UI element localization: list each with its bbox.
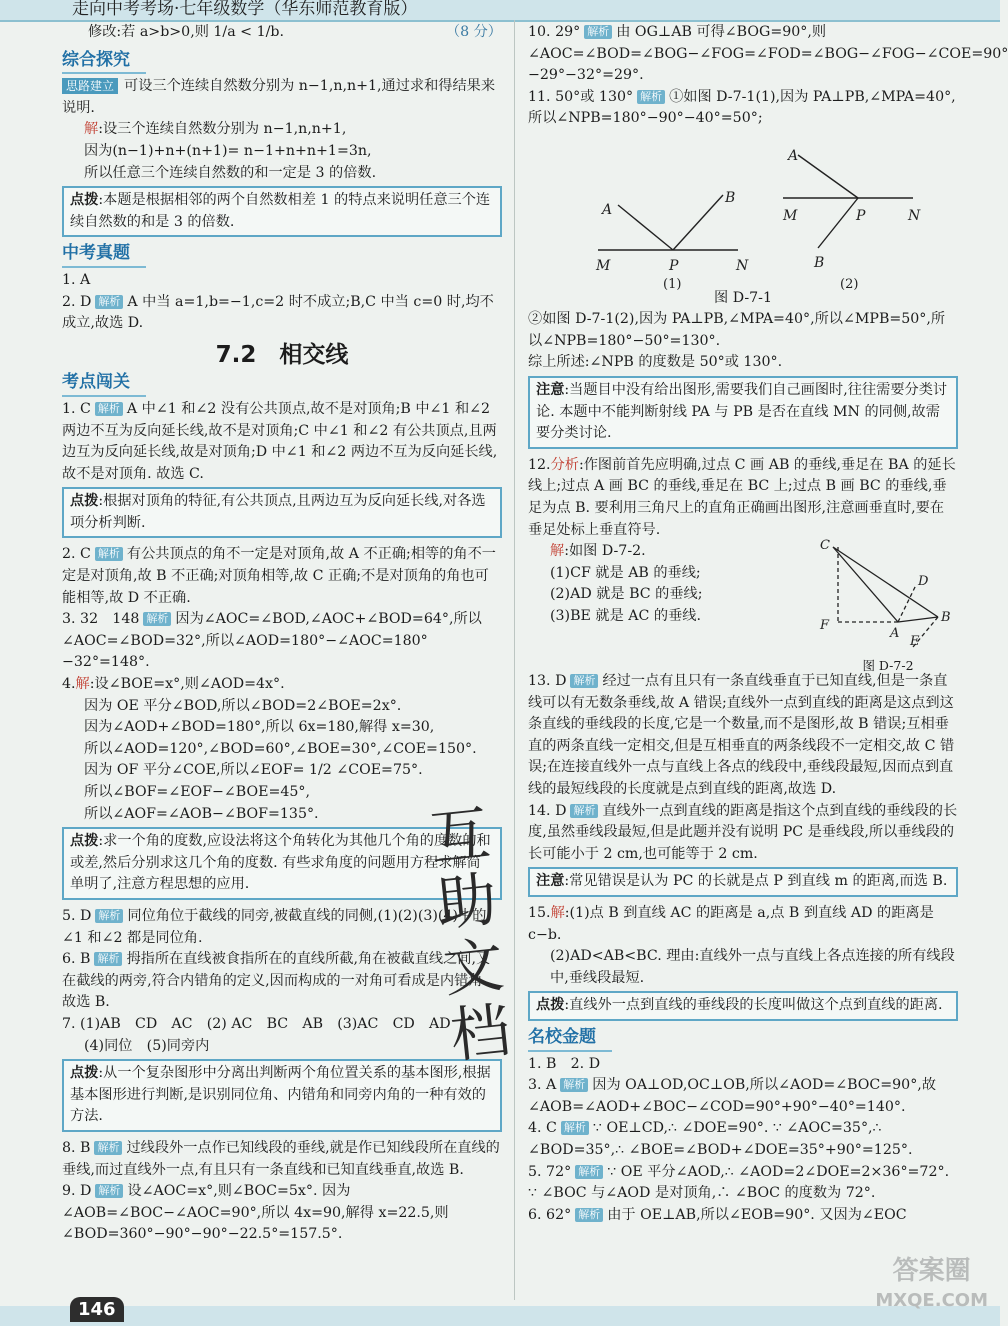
idea-tag: 思路建立 (62, 78, 118, 94)
answer-line: 1. B 2. D (528, 1055, 601, 1072)
note-box: 注意:常见错误是认为 PC 的长就是点 P 到直线 m 的距离,而选 B. (528, 867, 958, 897)
handwritten-annotation: 互 助 文 档 (426, 798, 515, 1072)
note-box: 注意:当题目中没有给出图形,需要我们自己画图时,往往需要分类讨论. 本题中不能判断射线 PA 与 PB 是否在直线 MN 的同侧,故需要分类讨论. (528, 376, 958, 449)
svg-text:C: C (820, 538, 830, 554)
svg-text:B: B (725, 189, 736, 206)
svg-text:P: P (856, 207, 866, 224)
answer-line: 10. 29° 解析 由 OG⊥AB 可得∠BOG=90°,则∠AOC=∠BOD=∠BOG−∠FOG=∠FOD=∠BOG−∠FOG−∠COE=90°−29°−32°=29°. (528, 24, 1008, 84)
svg-text:F: F (820, 618, 830, 634)
score: （8 分） (445, 24, 502, 40)
tip-box: 点拨:本题是根据相邻的两个自然数相差 1 的特点来说明任意三个连续自然数的和是 3 的倍数. (62, 186, 502, 237)
tip-box: 点拨:从一个复杂图形中分离出判断两个角位置关系的基本图形,根据基本图形进行判断,是识别同位角、内错角和同旁内角的一种有效的方法. (62, 1059, 502, 1132)
answer-line: 13. D 解析 经过一点有且只有一条直线垂直于已知直线,但是一条直线可以有无数条垂线,故 A 错误;直线外一点到直线的距离是这点到这条直线的垂线段的长度,它是一个数量,而不是图形,故 B 错误;互相垂直的两条直线一定相交,但是互相垂直的两条线段不一定相交,故 C 错误;在连接直线外一点与直线上各点的线段中,垂线段最短,因而点到直线的最短线段的长度就是点到直线的距离,故选 D. (528, 673, 955, 798)
fix-line: 修改:若 a>b>0,则 1/a < 1/b. （8 分） (62, 22, 502, 44)
column-divider (514, 20, 515, 1300)
chapter-title: 7.2 相交线 (215, 341, 349, 368)
figure-d-7-2 (818, 537, 958, 676)
solution-line: 因为(n−1)+n+(n+1)= n−1+n+n+1=3n, (84, 142, 372, 159)
q12-block (528, 538, 958, 673)
answer-line: 11. 50°或 130° 解析 ①如图 D-7-1(1),因为 PA⊥PB,∠MPA=40°,所以∠NPB=180°−90°−40°=50°; (528, 88, 956, 127)
answer-line: 3. A 解析 因为 OA⊥OD,OC⊥OB,所以∠AOD=∠BOC=90°,故∠AOB=∠AOD+∠BOC−∠COD=90°+90°−40°=140°. (528, 1077, 937, 1115)
svg-text:A: A (602, 201, 613, 218)
svg-text:M: M (783, 207, 798, 224)
answer-line: 12.分析:作图前首先应明确,过点 C 画 AB 的垂线,垂足在 BA 的延长线上;过点 A 画 BC 的垂线,垂足在 BC 上;过点 B 画 BC 的垂线,垂足为点 B. 要利用三角尺上的直角正确画出图形,注意画垂直时,要在垂足处标上垂直符号. (528, 456, 956, 538)
svg-text:A: A (788, 147, 799, 164)
left-column (62, 22, 502, 1246)
solution-line: 因为∠AOD+∠BOD=180°,所以 6x=180,解得 x=30, (84, 719, 435, 736)
page-footer (0, 1306, 1000, 1326)
svg-text:A: A (890, 626, 900, 642)
answer-line: 1. C 解析 A 中∠1 和∠2 没有公共顶点,故不是对顶角;B 中∠1 和∠2 两边不互为反向延长线,故不是对顶角;C 中∠1 和∠2 有公共顶点,且两边互为反向延长线,故是对顶角;D 中∠1 和∠2 两边不互为反向延长线,故不是对顶角. 故选 C. (62, 400, 498, 482)
answer-line: 4.解:设∠BOE=x°,则∠AOD=4x°. (62, 676, 285, 693)
answer-line: 7. (1)AB CD AC (2) AC BC AB (3)AC CD AD (62, 1015, 451, 1032)
section-title: 名校金题 (528, 1027, 958, 1052)
page-number: 146 (70, 1297, 124, 1322)
solution-line: 所以∠BOF=∠EOF−∠BOE=45°, (84, 784, 311, 800)
solution-line: 因为 OE 平分∠BOD,所以∠BOD=2∠BOE=2x°. (84, 697, 402, 714)
idea-para: 思路建立 可设三个连续自然数分别为 n−1,n,n+1,通过求和得结果来说明. (62, 78, 496, 116)
answer-line: 1. A (62, 271, 91, 288)
answer-line: 15.解:(1)点 B 到直线 AC 的距离是 a,点 B 到直线 AD 的距离是 c−b. (528, 905, 934, 943)
solution-line: ②如图 D-7-1(2),因为 PA⊥PB,∠MPA=40°,所以∠MPB=50°,所以∠NPB=180°−50°=130°. (528, 311, 946, 349)
solution-line: 综上所述:∠NPB 的度数是 50°或 130°. (528, 354, 783, 371)
svg-text:D: D (918, 574, 929, 590)
solution-line: 所以∠AOF=∠AOB−∠BOF=135°. (84, 805, 319, 822)
figure-caption: 图 D-7-2 (862, 657, 914, 673)
q12-text: 解:如图 D-7-2. (1)CF 就是 AB 的垂线; (2)AD 就是 BC 的垂线; (3)BE 就是 AC 的垂线. (550, 543, 703, 624)
answer-line: 4. C 解析 ∵ OE⊥CD,∴ ∠DOE=90°. ∵ ∠AOC=35°,∴ ∠BOD=35°,∴ ∠BOE=∠BOD+∠DOE=35°+90°=125°. (528, 1120, 913, 1158)
figure-label: (1) (663, 276, 682, 292)
answer-line: 2. D 解析 A 中当 a=1,b=−1,c=2 时不成立;B,C 中当 c=0 时,均不成立,故选 D. (62, 293, 494, 332)
page-header (0, 0, 1000, 22)
watermark: 答案圈 MXQE.COM (875, 1256, 988, 1311)
svg-text:N: N (736, 257, 749, 274)
tip-box: 点拨:直线外一点到直线的垂线段的长度叫做这个点到直线的距离. (528, 991, 958, 1021)
header-title: 走向中考考场·七年级数学（华东师范教育版） (72, 0, 418, 19)
section-title: 中考真题 (62, 243, 502, 268)
tip-box: 点拨:根据对顶角的特征,有公共顶点,且两边互为反向延长线,对各选项分析判断. (62, 487, 502, 538)
tip-box: 点拨:求一个角的度数,应设法将这个角转化为其他几个角的度数的和或差,然后分别求这几个角的度数. 有些求角度的问题用方程求解简单明了,注意方程思想的应用. (62, 827, 502, 900)
solution-line: 解:设三个连续自然数分别为 n−1,n,n+1, (84, 121, 347, 138)
answer-line: 14. D 解析 直线外一点到直线的距离是指这个点到直线的垂线段的长度,虽然垂线段最短,但是此题并没有说明 PC 是垂线段,所以垂线段的长可能小于 2 cm,也可能等于 2 cm. (528, 802, 958, 862)
answer-line: 6. 62° 解析 由于 OE⊥AB,所以∠EOB=90°. 又因为∠EOC (528, 1206, 907, 1223)
right-column (528, 22, 1008, 1226)
section-title: 考点闯关 (62, 372, 502, 397)
figure-d-7-1 (528, 130, 958, 309)
triangle-diagram (818, 537, 958, 650)
svg-text:B: B (941, 610, 951, 626)
answer-line: (4)同位 (5)同旁内 (84, 1037, 210, 1054)
answer-line: 8. B 解析 过线段外一点作已知线段的垂线,就是作已知线段所在直线的垂线,而过直线外一点,有且只有一条直线和已知直线垂直,故选 B. (62, 1139, 500, 1178)
svg-text:E: E (910, 634, 920, 650)
solution-line: 所以任意三个连续自然数的和一定是 3 的倍数. (84, 164, 377, 181)
section-title: 综合探究 (62, 50, 502, 75)
svg-text:M: M (596, 257, 611, 274)
answer-line: 5. 72° 解析 ∵ OE 平分∠AOD,∴ ∠AOD=2∠DOE=2×36°=72°. ∵ ∠BOC 与∠AOD 是对顶角,∴ ∠BOC 的度数为 72°. (528, 1163, 950, 1202)
figure-caption: 图 D-7-1 (714, 289, 772, 306)
svg-text:N: N (908, 207, 921, 224)
solution-line: 所以∠AOD=120°,∠BOD=60°,∠BOE=30°,∠COE=150°. (84, 740, 477, 757)
figure-label: (2) (840, 276, 859, 292)
answer-line: 5. D 解析 同位角位于截线的同旁,被截直线的同侧,(1)(2)(3)(4)中的∠1 和∠2 都是同位角. (62, 907, 487, 946)
angle-diagram (528, 130, 958, 292)
answer-line: 6. B 解析 拇指所在直线被食指所在的直线所截,角在被截直线之间,又在截线的两旁,符合内错角的定义,因而构成的一对角可看成是内错角. 故选 B. (62, 951, 491, 1011)
answer-line: 3. 32 148 解析 因为∠AOC=∠BOD,∠AOC+∠BOD=64°,所以∠AOC=∠BOD=32°,所以∠AOD=180°−∠AOC=180°−32°=148°. (62, 611, 482, 671)
solution-line: (2)AD<AB<BC. 理由:直线外一点与直线上各点连接的所有线段中,垂线段最短. (550, 948, 955, 986)
svg-text:P: P (669, 257, 679, 274)
answer-line: 9. D 解析 设∠AOC=x°,则∠BOC=5x°. 因为∠AOB=∠BOC−∠AOC=90°,所以 4x=90,解得 x=22.5,则∠BOD=360°−90°−90°−22.5°=157.5°. (62, 1183, 449, 1243)
solution-line: 因为 OF 平分∠COE,所以∠EOF= 1/2 ∠COE=75°. (84, 762, 423, 779)
answer-line: 2. C 解析 有公共顶点的角不一定是对顶角,故 A 不正确;相等的角不一定是对顶角,故 B 不正确;对顶角相等,故 C 正确;不是对顶角的角也可能相等,故 D 不正确. (62, 546, 496, 606)
svg-text:B: B (814, 254, 825, 271)
